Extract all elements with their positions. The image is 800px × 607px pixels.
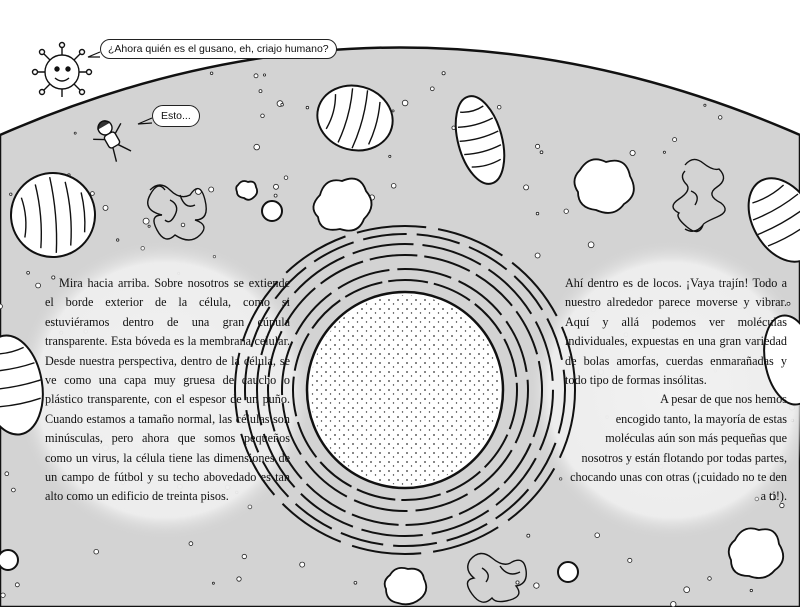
cytoplasm-speck [274,184,279,189]
cytoplasm-speck [94,549,99,554]
cytoplasm-speck [354,581,357,584]
cytoplasm-speck [595,533,600,538]
cytoplasm-speck [402,100,408,106]
cytoplasm-speck [524,185,529,190]
cytoplasm-speck [430,87,434,91]
cytoplasm-speck [15,583,19,587]
cytoplasm-speck [663,151,665,153]
cytoplasm-speck [284,176,288,180]
cytoplasm-speck [628,558,632,562]
cytoplasm-speck [281,103,284,106]
cytoplasm-speck [564,209,568,213]
nucleus [307,292,503,488]
cytoplasm-speck [189,542,193,546]
cytoplasm-speck [10,193,12,195]
cytoplasm-speck [391,184,396,189]
cytoplasm-speck [516,581,519,584]
cytoplasm-speck [527,534,530,537]
cytoplasm-speck [534,583,539,588]
cytoplasm-speck [103,205,108,210]
cytoplasm-speck [540,151,543,154]
cytoplasm-speck [274,194,277,197]
cytoplasm-speck [704,104,706,106]
cytoplasm-speck [389,155,391,157]
cytoplasm-speck [263,74,265,76]
cytoplasm-speck [673,138,677,142]
cytoplasm-speck [536,144,540,148]
cytoplasm-speck [237,577,241,581]
cytoplasm-speck [210,72,213,75]
cytoplasm-speck [1,593,5,597]
cytoplasm-speck [209,187,214,192]
left-paragraph: Mira hacia arriba. Sobre nosotros se extiende el borde exterior de la célula, como si estuviéramos dentro de una gran cúpula transparente. Esta bóveda es la membrana celular. Desde nuestra perspectiva, dentro de la célula, se ve como una capa muy gruesa de caucho o plástico transparente, con el espesor de un puño. Cuando estamos a tamaño normal, las células son minúsculas, pero ahora que somos pequeños como un virus, la célula tiene las dimensiones de un campo de fútbol y su techo abovedado es tan alto como un edificio de treinta pisos. [45,276,290,504]
right-paragraph-1: Ahí dentro es de locos. ¡Vaya trajín! Todo a nuestro alrededor parece moverse y vibrar. Aquí y allá podemos ver moléculas individuales, expuestas en una gran variedad de bolas amorfas, cuerdas enmarañadas y todo tipo de formas insólitas. [565,276,787,388]
cytoplasm-speck [392,110,394,112]
cytoplasm-speck [750,589,752,591]
cytoplasm-speck [535,253,540,258]
cytoplasm-speck [588,242,594,248]
cytoplasm-speck [708,577,712,581]
cytoplasm-speck [254,144,260,150]
cytoplasm-speck [74,132,76,134]
virus-speech-bubble: ¿Ahora quién es el gusano, eh, criajo humano? [100,39,337,59]
cytoplasm-speck [27,271,30,274]
cytoplasm-speck [148,225,150,227]
right-paragraph-2: A pesar de que nos hemos encogido tanto, la mayoría de estas moléculas aún son más pequeñas que nosotros y están flotando por todas partes, chocando unas con otras (¡cuidado no te den a ti!). [570,392,787,504]
cytoplasm-speck [181,223,185,227]
right-text-block [565,274,787,507]
left-text-block [45,274,290,507]
cytoplasm-speck [261,114,265,118]
cytoplasm-speck [212,582,214,584]
virus-character [33,43,92,98]
cytoplasm-speck [630,150,635,155]
cytoplasm-speck [242,554,246,558]
cytoplasm-speck [442,72,445,75]
cytoplasm-speck [536,212,539,215]
cytoplasm-speck [306,106,309,109]
cytoplasm-speck [36,283,41,288]
cytoplasm-speck [684,587,690,593]
cytoplasm-speck [254,74,258,78]
cytoplasm-speck [0,304,2,309]
cytoplasm-speck [12,488,16,492]
cytoplasm-speck [5,472,9,476]
cytoplasm-speck [143,218,149,224]
cytoplasm-speck [671,602,676,607]
cytoplasm-speck [300,562,305,567]
cytoplasm-speck [718,116,722,120]
cytoplasm-speck [117,239,119,241]
cytoplasm-speck [259,90,262,93]
kid-speech-bubble: Esto... [152,105,200,127]
cytoplasm-speck [497,105,501,109]
cytoplasm-speck [91,192,95,196]
